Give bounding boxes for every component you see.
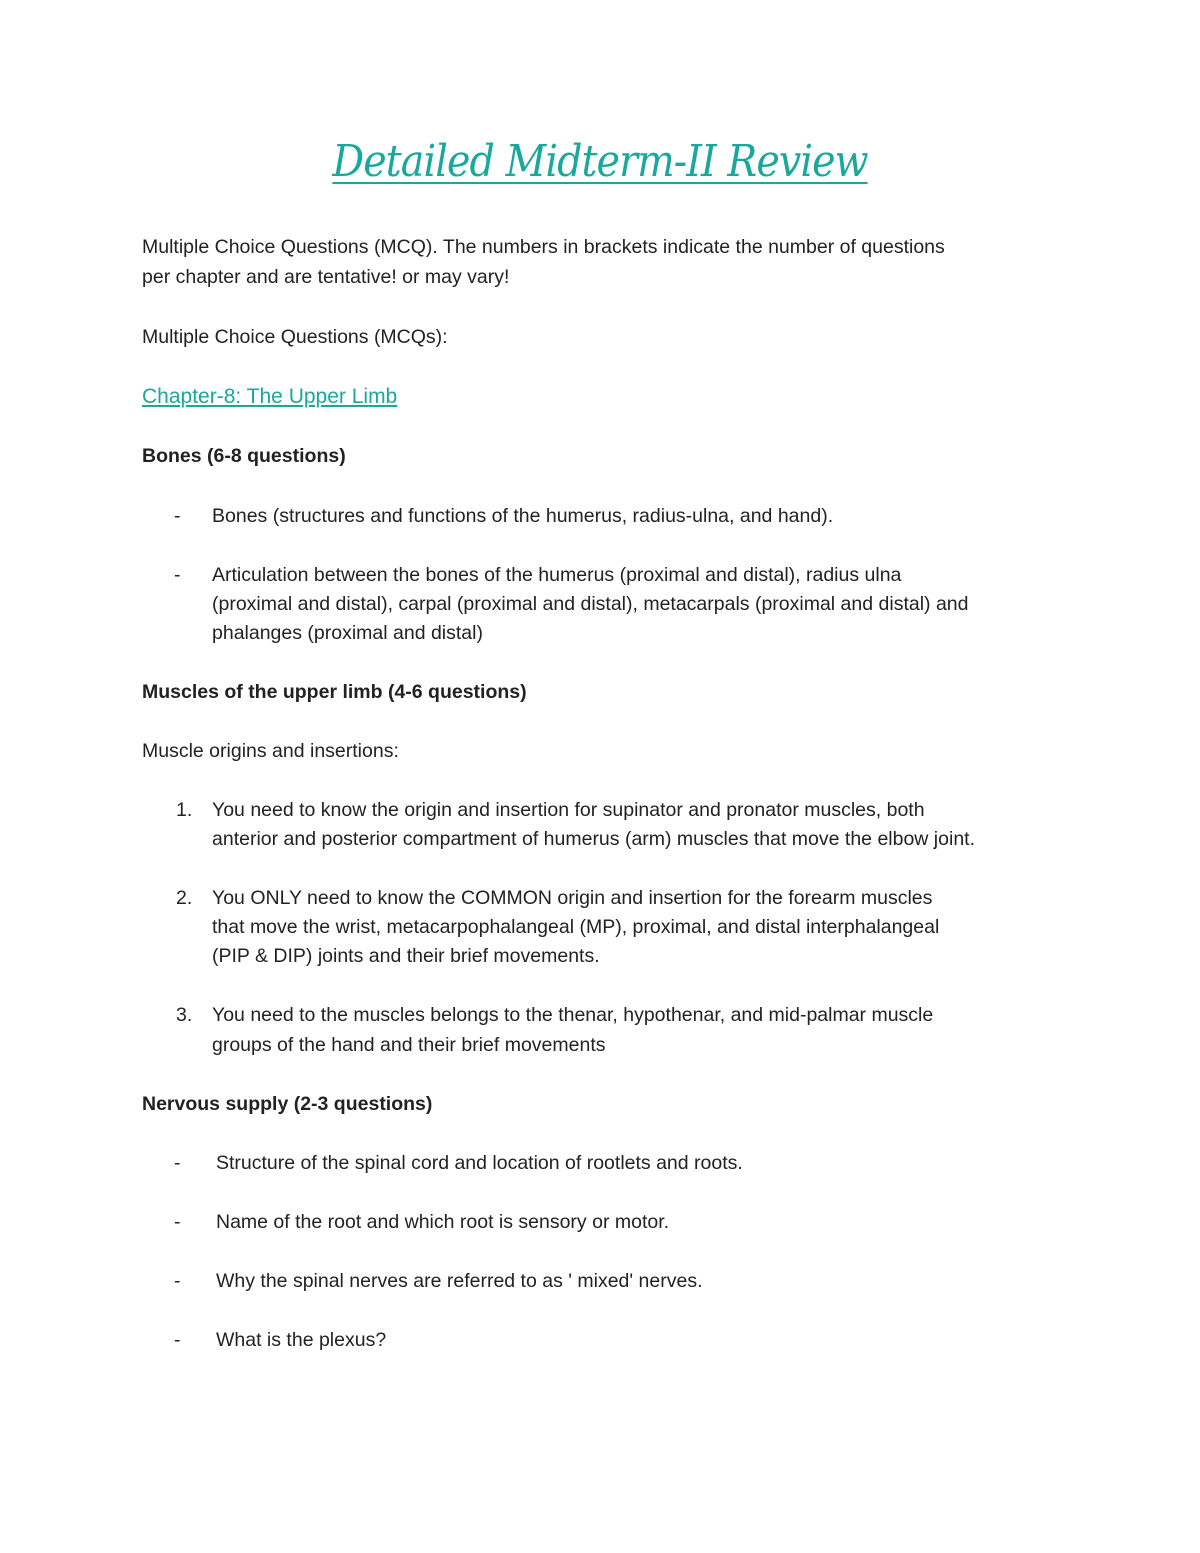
bullet-marker: - <box>174 505 181 527</box>
muscles-item-3-line-2: groups of the hand and their brief movements <box>212 1034 606 1056</box>
nervous-item-2: Name of the root and which root is sensory or motor. <box>216 1211 670 1233</box>
bullet-marker: - <box>174 1152 181 1174</box>
muscles-item-1-line-2: anterior and posterior compartment of humerus (arm) muscles that move the elbow joint. <box>212 828 975 850</box>
page-title: Detailed Midterm-II Review <box>332 136 868 187</box>
bullet-marker: - <box>174 1329 181 1351</box>
intro-line-1: Multiple Choice Questions (MCQ). The numbers in brackets indicate the number of questions <box>142 236 945 258</box>
bullet-marker: - <box>174 1270 181 1292</box>
muscles-item-2-line-2: that move the wrist, metacarpophalangeal (MP), proximal, and distal interphalangeal <box>212 916 940 938</box>
chapter-heading[interactable]: Chapter-8: The Upper Limb <box>142 385 398 408</box>
muscles-item-2-line-1: You ONLY need to know the COMMON origin and insertion for the forearm muscles <box>212 887 933 909</box>
list-number: 2. <box>176 887 193 909</box>
list-number: 1. <box>176 799 193 821</box>
bullet-marker: - <box>174 564 181 586</box>
nervous-item-4: What is the plexus? <box>216 1329 387 1351</box>
nervous-item-1: Structure of the spinal cord and location of rootlets and roots. <box>216 1152 743 1174</box>
bones-heading: Bones (6-8 questions) <box>142 445 346 467</box>
muscles-subheading: Muscle origins and insertions: <box>142 740 399 762</box>
muscles-heading: Muscles of the upper limb (4-6 questions) <box>142 681 527 703</box>
nervous-item-3: Why the spinal nerves are referred to as ' mixed' nerves. <box>216 1270 703 1292</box>
bones-item-2-line-3: phalanges (proximal and distal) <box>212 622 483 644</box>
list-number: 3. <box>176 1004 193 1026</box>
bones-item-1-line-1: Bones (structures and functions of the humerus, radius-ulna, and hand). <box>212 505 834 527</box>
muscles-item-3-line-1: You need to the muscles belongs to the thenar, hypothenar, and mid-palmar muscle <box>212 1004 934 1026</box>
mcq-heading: Multiple Choice Questions (MCQs): <box>142 326 448 348</box>
intro-line-2: per chapter and are tentative! or may vary! <box>142 266 510 288</box>
bones-item-2-line-1: Articulation between the bones of the humerus (proximal and distal), radius ulna <box>212 564 902 586</box>
nervous-heading: Nervous supply (2-3 questions) <box>142 1093 433 1115</box>
bullet-marker: - <box>174 1211 181 1233</box>
muscles-item-2-line-3: (PIP & DIP) joints and their brief movements. <box>212 945 600 967</box>
muscles-item-1-line-1: You need to know the origin and insertion for supinator and pronator muscles, both <box>212 799 925 821</box>
bones-item-2-line-2: (proximal and distal), carpal (proximal and distal), metacarpals (proximal and distal) and <box>212 593 969 615</box>
